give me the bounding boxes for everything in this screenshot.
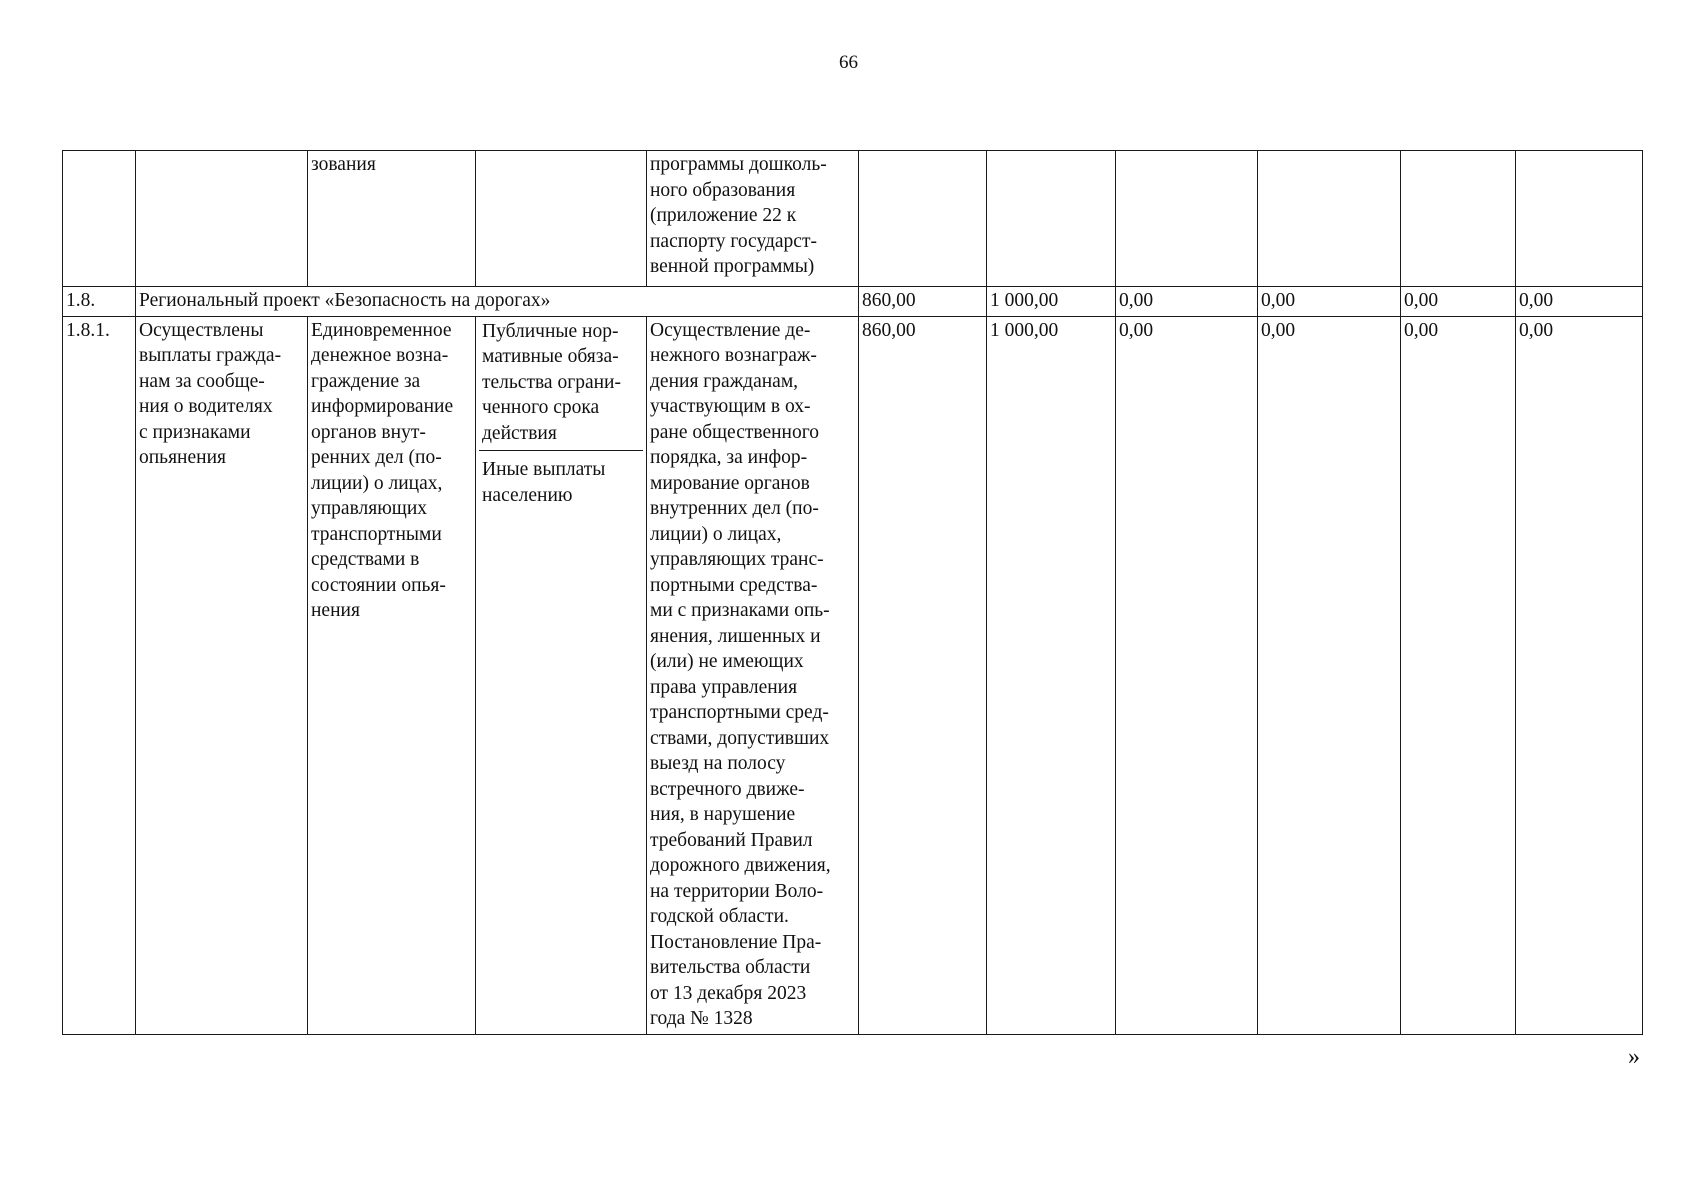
activity-value: 860,00 (859, 316, 987, 1034)
cell-type (476, 151, 647, 287)
cell-result (136, 151, 308, 287)
activity-value: 0,00 (1401, 316, 1516, 1034)
cell-description: программы дошколь- ного образования (приложение 22 к паспорту государст- венной программы) (647, 151, 859, 287)
cell-num (63, 151, 136, 287)
activity-value: 1 000,00 (987, 316, 1116, 1034)
cell-value (1516, 151, 1643, 287)
project-number: 1.8. (63, 287, 136, 317)
continuation-mark: » (1628, 1044, 1640, 1070)
activity-type-secondary: Иные выплаты населению (482, 459, 606, 506)
cell-value (1116, 151, 1258, 287)
page-number: 66 (839, 52, 858, 73)
activity-type (476, 316, 647, 1034)
activity-description: Осуществление де- нежного вознаграж- дения гражданам, участвующим в ох- ране общественного порядка, за инфор- мирование органов внутренних дел (по- лиции) о лицах, управляющих транс- портными средства- ми с признаками опь- янения, лишенных и (или) не имеющих права управления транспортными сред- ствами, допустивших выезд на полосу встречного движе- ния, в нарушение требований Правил дорожного движения, на территории Воло- годской области. Постановление Пра- вительства области от 13 декабря 2023 года № 1328 (647, 316, 859, 1034)
activity-measure: Единовременное денежное возна- граждение за информирование органов внут- ренних дел (по- лиции) о лицах, управляющих транспортными средствами в состоянии опья- нения (308, 316, 476, 1034)
table-row-activity (63, 316, 1643, 1034)
activity-value: 0,00 (1258, 316, 1401, 1034)
cell-measure: зования (308, 151, 476, 287)
cell-value (859, 151, 987, 287)
project-value: 1 000,00 (987, 287, 1116, 317)
project-value: 860,00 (859, 287, 987, 317)
cell-value (987, 151, 1116, 287)
cell-value (1258, 151, 1401, 287)
activity-number: 1.8.1. (63, 316, 136, 1034)
activity-value: 0,00 (1516, 316, 1643, 1034)
project-value: 0,00 (1401, 287, 1516, 317)
project-title: Региональный проект «Безопасность на дорогах» (136, 287, 859, 317)
table-row-project (63, 287, 1643, 317)
activity-type-primary: Публичные нор- мативные обяза- тельства ограни- ченного срока действия (479, 318, 643, 452)
project-value: 0,00 (1516, 287, 1643, 317)
project-value: 0,00 (1258, 287, 1401, 317)
project-value: 0,00 (1116, 287, 1258, 317)
budget-table (62, 150, 1643, 1035)
activity-value: 0,00 (1116, 316, 1258, 1034)
cell-value (1401, 151, 1516, 287)
table-row-continuation (63, 151, 1643, 287)
activity-result: Осуществлены выплаты гражда- нам за сообще- ния о водителях с признаками опьянения (136, 316, 308, 1034)
